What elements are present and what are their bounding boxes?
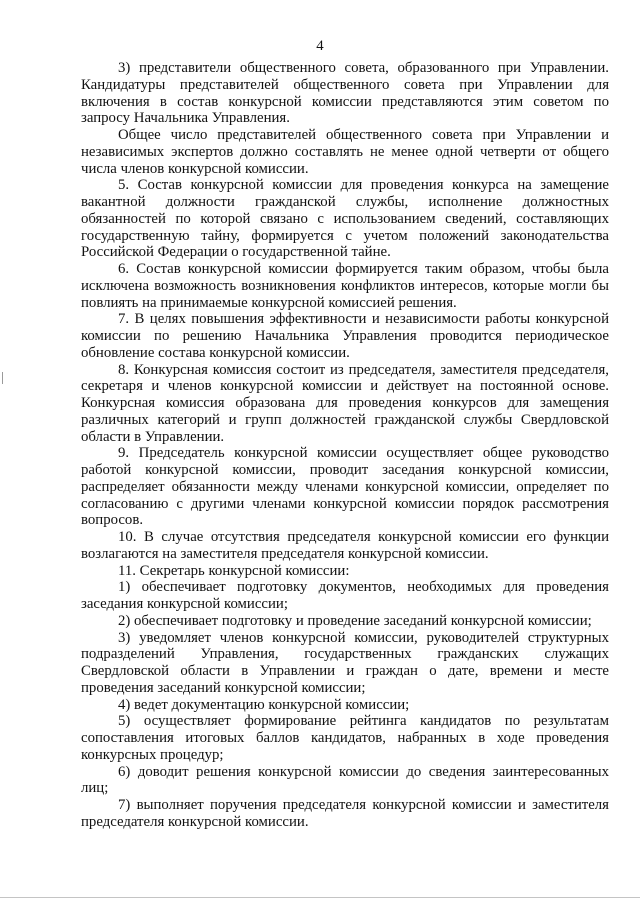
list-item-6: 6) доводит решения конкурсной комиссии до сведения заинтересованных лиц; [81,763,609,797]
paragraph-5-state-secret: 5. Состав конкурсной комиссии для проведения конкурса на замещение вакантной должности гражданской службы, исполнение должностных обязанностей по которой связано с использованием сведений, составляющих государственную тайну, формируется с учетом положений законодательства Российской Федерации о государственной тайне. [81,177,609,261]
page-number: 4 [316,38,324,54]
paragraph-3-public-council: 3) представители общественного совета, образованного при Управлении. Кандидатуры представителей общественного совета при Управлении для включения в состав конкурсной комиссии представляются этим советом по запросу Начальника Управления. [81,60,609,127]
paragraph-8-commission-structure: 8. Конкурсная комиссия состоит из председателя, заместителя председателя, секретаря и членов конкурсной комиссии и действует на постоянной основе. Конкурсная комиссия образована для проведения конкурсов для замещения различных категорий и групп должностей гражданской службы Свердловской области в Управлении. [81,361,609,445]
document-body [81,60,609,831]
list-item-7: 7) выполняет поручения председателя конкурсной комиссии и заместителя председателя конкурсной комиссии. [81,797,609,830]
paragraph-7-composition-update: 7. В целях повышения эффективности и независимости работы конкурсной комиссии по решению Начальника Управления проводится периодическое обновление состава конкурсной комиссии. [81,311,609,361]
paragraph-10-deputy-chairman: 10. В случае отсутствия председателя конкурсной комиссии его функции возлагаются на заместителя председателя конкурсной комиссии. [81,529,609,562]
paragraph-9-chairman-duties: 9. Председатель конкурсной комиссии осуществляет общее руководство работой конкурсной комиссии, проводит заседания конкурсной комиссии, распределяет обязанности между членами конкурсной комиссии, определяет по согласованию с другими членами конкурсной комиссии порядок рассмотрения вопросов. [81,445,609,529]
paragraph-6-conflict-of-interest: 6. Состав конкурсной комиссии формируется таким образом, чтобы была исключена возможность возникновения конфликтов интересов, которые могли бы повлиять на принимаемые конкурсной комиссией решения. [81,261,609,311]
list-item-5: 5) осуществляет формирование рейтинга кандидатов по результатам сопоставления итоговых баллов кандидатов, набранных в ходе проведения конкурсных процедур; [81,713,609,763]
paragraph-representatives-share: Общее число представителей общественного совета при Управлении и независимых экспертов должно составлять не менее одной четверти от общего числа членов конкурсной комиссии. [81,127,609,177]
list-item-2: 2) обеспечивает подготовку и проведение заседаний конкурсной комиссии; [118,612,592,629]
paragraph-11-secretary-heading: 11. Секретарь конкурсной комиссии: [118,562,350,579]
list-item-1: 1) обеспечивает подготовку документов, необходимых для проведения заседания конкурсной комиссии; [81,579,609,612]
page-bottom-edge [0,897,640,898]
list-item-3: 3) уведомляет членов конкурсной комиссии, руководителей структурных подразделений Управления, государственных гражданских служащих Свердловской области в Управлении и граждан о дате, времени и месте проведения заседаний конкурсной комиссии; [81,629,609,696]
scan-edge-mark [2,372,3,384]
list-item-4: 4) ведет документацию конкурсной комиссии; [118,696,410,713]
